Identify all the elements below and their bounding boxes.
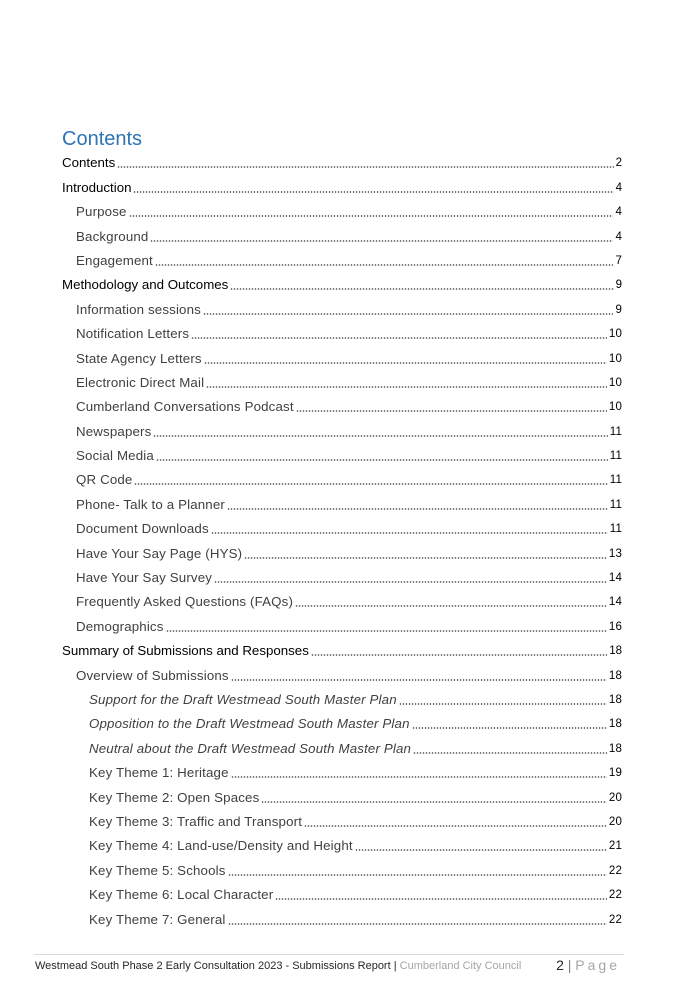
toc-entry-page-number: 10 bbox=[608, 352, 622, 365]
toc-entry[interactable] bbox=[89, 883, 622, 907]
dot-leader bbox=[261, 801, 607, 803]
dot-leader bbox=[413, 752, 607, 754]
toc-entry-title: Key Theme 3: Traffic and Transport bbox=[89, 813, 303, 829]
dot-leader bbox=[155, 264, 614, 266]
dot-leader bbox=[150, 240, 613, 242]
dot-leader bbox=[191, 337, 607, 339]
dot-leader bbox=[214, 581, 607, 583]
toc-entry-title: Key Theme 1: Heritage bbox=[89, 765, 229, 781]
toc-entry[interactable] bbox=[76, 492, 622, 516]
toc-entry-page-number: 18 bbox=[608, 693, 622, 706]
toc-entry[interactable] bbox=[62, 639, 622, 663]
toc-entry[interactable] bbox=[76, 419, 622, 443]
toc-entry-title: Notification Letters bbox=[76, 326, 190, 342]
toc-entry-page-number: 19 bbox=[608, 767, 622, 780]
toc-entry-title: Engagement bbox=[76, 252, 153, 268]
toc-entry-page-number: 4 bbox=[615, 206, 622, 219]
toc-entry-title: Support for the Draft Westmead South Master Plan bbox=[89, 691, 397, 707]
toc-entry-title: Electronic Direct Mail bbox=[76, 374, 205, 390]
toc-entry-page-number: 22 bbox=[608, 889, 622, 902]
toc-entry-title: Key Theme 4: Land-use/Density and Height bbox=[89, 838, 353, 854]
dot-leader bbox=[134, 483, 607, 485]
toc-entry-page-number: 11 bbox=[609, 425, 622, 438]
toc-entry[interactable] bbox=[62, 273, 622, 297]
toc-entry-page-number: 16 bbox=[608, 620, 622, 633]
dot-leader bbox=[117, 166, 613, 168]
toc-entry[interactable] bbox=[76, 297, 622, 321]
dot-leader bbox=[129, 215, 614, 217]
dot-leader bbox=[231, 776, 607, 778]
toc-entry[interactable] bbox=[76, 566, 622, 590]
toc-entry-title: Document Downloads bbox=[76, 521, 209, 537]
table-of-contents bbox=[0, 151, 683, 932]
page-number: 2 bbox=[556, 957, 564, 973]
toc-entry-title: Opposition to the Draft Westmead South Master Plan bbox=[89, 716, 410, 732]
toc-entry[interactable] bbox=[89, 712, 622, 736]
toc-entry-title: Demographics bbox=[76, 618, 164, 634]
toc-entry-title: Key Theme 2: Open Spaces bbox=[89, 789, 260, 805]
toc-entry-page-number: 20 bbox=[608, 791, 622, 804]
toc-entry-page-number: 10 bbox=[608, 376, 622, 389]
toc-entry[interactable] bbox=[76, 224, 622, 248]
footer-divider bbox=[34, 954, 624, 955]
toc-entry-title: Introduction bbox=[62, 179, 132, 195]
toc-entry-page-number: 18 bbox=[608, 669, 622, 682]
toc-entry-title: Frequently Asked Questions (FAQs) bbox=[76, 594, 294, 610]
toc-entry[interactable] bbox=[89, 907, 622, 931]
toc-entry-title: State Agency Letters bbox=[76, 350, 202, 366]
toc-entry-title: Cumberland Conversations Podcast bbox=[76, 399, 294, 415]
dot-leader bbox=[206, 386, 607, 388]
dot-leader bbox=[227, 508, 608, 510]
dot-leader bbox=[311, 654, 607, 656]
toc-entry[interactable] bbox=[89, 834, 622, 858]
toc-entry-title: Neutral about the Draft Westmead South Master Plan bbox=[89, 740, 412, 756]
toc-entry-title: Information sessions bbox=[76, 301, 201, 317]
dot-leader bbox=[228, 874, 607, 876]
toc-entry[interactable] bbox=[76, 322, 622, 346]
toc-entry[interactable] bbox=[89, 688, 622, 712]
toc-entry-title: Have Your Say Page (HYS) bbox=[76, 545, 243, 561]
toc-entry-page-number: 20 bbox=[608, 815, 622, 828]
toc-entry[interactable] bbox=[62, 175, 622, 199]
toc-entry-title: Methodology and Outcomes bbox=[62, 277, 229, 293]
toc-entry-title: Overview of Submissions bbox=[76, 667, 229, 683]
toc-entry-page-number: 10 bbox=[608, 328, 622, 341]
toc-entry-title: Contents bbox=[62, 155, 116, 171]
dot-leader bbox=[295, 605, 607, 607]
toc-entry[interactable] bbox=[76, 444, 622, 468]
toc-entry[interactable] bbox=[76, 346, 622, 370]
toc-heading: Contents bbox=[62, 128, 143, 150]
page-word: Page bbox=[575, 957, 620, 973]
toc-entry-page-number: 11 bbox=[609, 523, 622, 536]
toc-entry-title: Summary of Submissions and Responses bbox=[62, 643, 309, 659]
dot-leader bbox=[133, 191, 613, 193]
toc-entry-title: Social Media bbox=[76, 448, 154, 464]
toc-entry-page-number: 22 bbox=[608, 864, 622, 877]
footer-separator: | bbox=[390, 960, 400, 972]
toc-entry-title: Key Theme 5: Schools bbox=[89, 862, 226, 878]
page-indicator bbox=[556, 956, 620, 974]
toc-entry[interactable] bbox=[89, 810, 622, 834]
toc-entry[interactable] bbox=[76, 200, 622, 224]
toc-entry[interactable] bbox=[89, 785, 622, 809]
dot-leader bbox=[228, 923, 607, 925]
toc-entry-page-number: 14 bbox=[608, 572, 622, 585]
dot-leader bbox=[156, 459, 608, 461]
toc-entry-page-number: 18 bbox=[608, 718, 622, 731]
dot-leader bbox=[412, 727, 607, 729]
toc-entry-page-number: 11 bbox=[609, 450, 622, 463]
footer-title: Westmead South Phase 2 Early Consultation 2023 - Submissions Report bbox=[35, 960, 391, 972]
toc-entry-title: Have Your Say Survey bbox=[76, 570, 213, 586]
toc-entry[interactable] bbox=[76, 614, 622, 638]
toc-entry[interactable] bbox=[76, 249, 622, 273]
dot-leader bbox=[230, 288, 613, 290]
dot-leader bbox=[166, 630, 607, 632]
toc-entry-title: Purpose bbox=[76, 204, 127, 220]
toc-entry-page-number: 18 bbox=[609, 645, 622, 658]
dot-leader bbox=[244, 557, 607, 559]
dot-leader bbox=[203, 313, 614, 315]
toc-entry[interactable] bbox=[76, 468, 622, 492]
toc-entry-page-number: 9 bbox=[615, 279, 622, 292]
toc-entry-page-number: 7 bbox=[615, 254, 622, 267]
toc-entry[interactable] bbox=[89, 858, 622, 882]
toc-entry-page-number: 9 bbox=[615, 303, 622, 316]
toc-entry-title: Phone- Talk to a Planner bbox=[76, 496, 225, 512]
toc-entry-page-number: 11 bbox=[609, 498, 622, 511]
toc-entry[interactable] bbox=[76, 517, 622, 541]
toc-entry-title: Key Theme 6: Local Character bbox=[89, 887, 274, 903]
toc-entry[interactable] bbox=[76, 371, 622, 395]
toc-entry-page-number: 18 bbox=[608, 742, 622, 755]
toc-entry[interactable] bbox=[62, 151, 622, 175]
toc-entry-title: Newspapers bbox=[76, 423, 152, 439]
toc-entry-page-number: 22 bbox=[608, 913, 622, 926]
toc-entry-page-number: 10 bbox=[608, 401, 622, 414]
toc-entry-page-number: 11 bbox=[609, 474, 622, 487]
toc-entry[interactable] bbox=[89, 761, 622, 785]
dot-leader bbox=[204, 362, 607, 364]
toc-entry[interactable] bbox=[89, 736, 622, 760]
dot-leader bbox=[231, 679, 607, 681]
toc-entry[interactable] bbox=[76, 541, 622, 565]
toc-entry-title: Background bbox=[76, 228, 149, 244]
toc-entry-title: QR Code bbox=[76, 472, 133, 488]
toc-entry-page-number: 13 bbox=[608, 547, 622, 560]
dot-leader bbox=[304, 825, 607, 827]
toc-entry[interactable] bbox=[76, 663, 622, 687]
toc-entry-title: Key Theme 7: General bbox=[89, 911, 226, 927]
toc-entry-page-number: 4 bbox=[615, 181, 622, 194]
toc-entry-page-number: 21 bbox=[608, 840, 622, 853]
toc-entry-page-number: 2 bbox=[615, 157, 622, 170]
toc-entry-page-number: 4 bbox=[615, 230, 622, 243]
page-footer bbox=[35, 957, 625, 975]
page-separator: | bbox=[563, 957, 576, 973]
dot-leader bbox=[296, 410, 607, 412]
toc-entry[interactable] bbox=[76, 395, 622, 419]
dot-leader bbox=[355, 849, 607, 851]
footer-org: Cumberland City Council bbox=[399, 960, 522, 972]
toc-entry[interactable] bbox=[76, 590, 622, 614]
dot-leader bbox=[399, 703, 607, 705]
dot-leader bbox=[211, 532, 608, 534]
toc-entry-page-number: 14 bbox=[608, 596, 622, 609]
dot-leader bbox=[275, 898, 607, 900]
dot-leader bbox=[153, 435, 607, 437]
